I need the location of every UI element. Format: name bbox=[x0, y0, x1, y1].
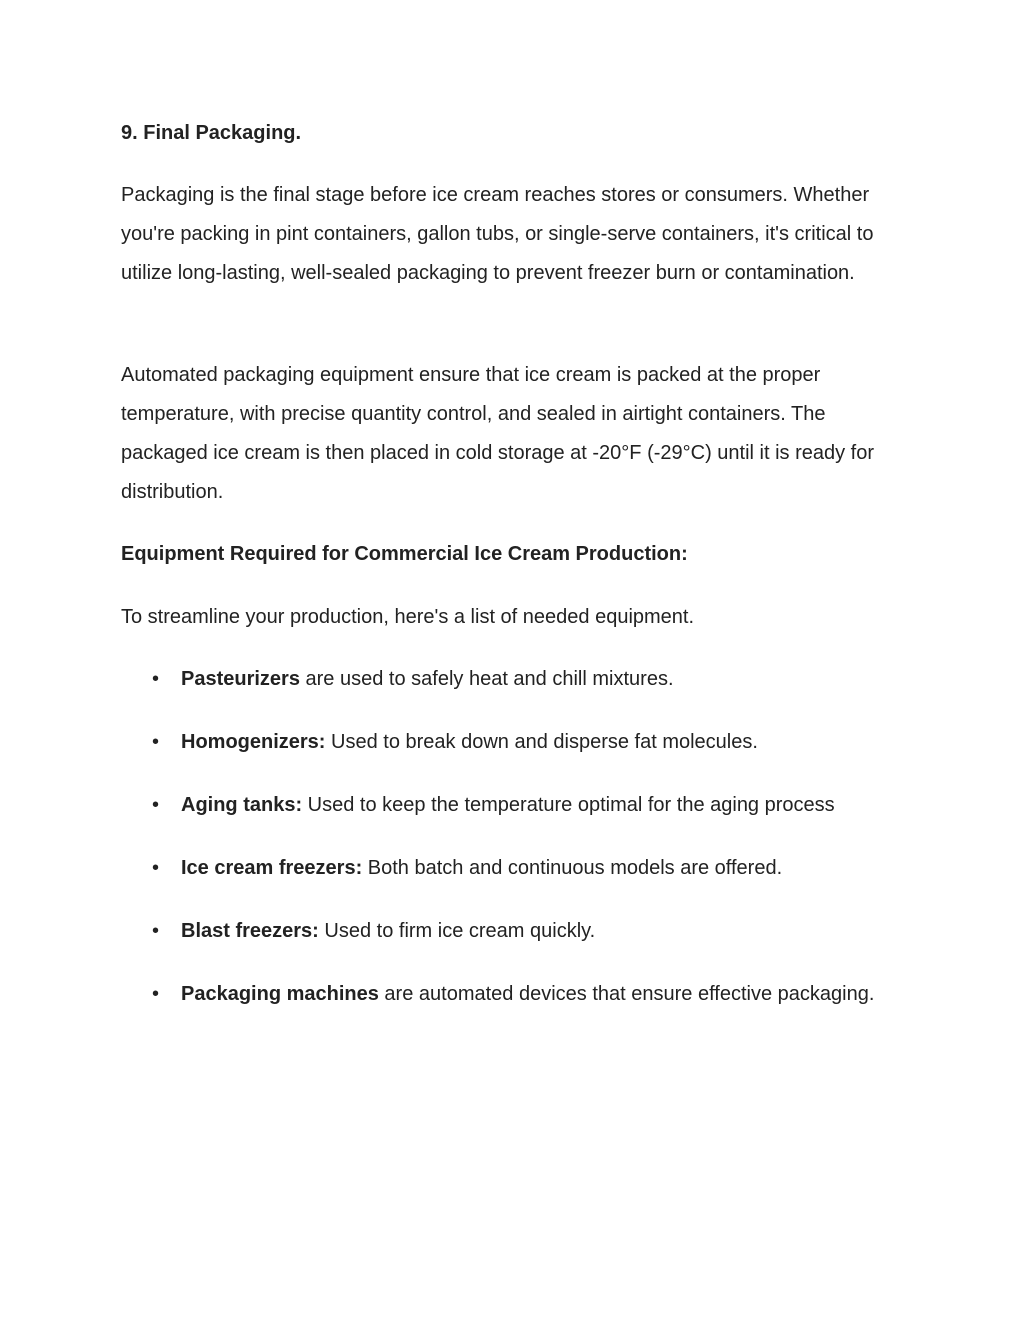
list-item bbox=[121, 660, 901, 699]
list-item-text: are automated devices that ensure effective packaging. bbox=[378, 983, 875, 1005]
paragraph-packaging-overview: Packaging is the final stage before ice cream reaches stores or consumers. Whether you're packing in pint containers, gallon tubs, or single-serve containers, it's critical to utilize long-lasting, well-sealed packaging to prevent freezer burn or contamination. bbox=[121, 184, 874, 284]
list-item-text: Both batch and continuous models are offered. bbox=[362, 857, 783, 879]
bullet-icon: • bbox=[152, 668, 160, 690]
bullet-icon: • bbox=[152, 983, 160, 1005]
section-heading-equipment: Equipment Required for Commercial Ice Cream Production: bbox=[121, 543, 688, 565]
list-item-text: Used to break down and disperse fat molecules. bbox=[325, 731, 758, 753]
equipment-list bbox=[121, 660, 901, 1038]
paragraph-equipment-intro: To streamline your production, here's a list of needed equipment. bbox=[121, 606, 695, 628]
bullet-icon: • bbox=[152, 857, 160, 879]
list-item bbox=[121, 786, 901, 825]
list-item-term: Ice cream freezers: bbox=[181, 857, 363, 879]
bullet-icon: • bbox=[152, 920, 160, 942]
section-heading-final-packaging: 9. Final Packaging. bbox=[121, 122, 302, 144]
list-item bbox=[121, 975, 901, 1014]
list-item-text: Used to firm ice cream quickly. bbox=[318, 920, 596, 942]
list-item bbox=[121, 849, 901, 888]
list-item bbox=[121, 912, 901, 951]
list-item-term: Pasteurizers bbox=[181, 668, 300, 690]
list-item-term: Homogenizers: bbox=[181, 731, 326, 753]
paragraph-automated-packaging: Automated packaging equipment ensure that ice cream is packed at the proper temperature, with precise quantity control, and sealed in airtight containers. The packaged ice cream is then placed in cold storage at -20°F (-29°C) until it is ready for distribution. bbox=[121, 364, 875, 503]
list-item-text: Used to keep the temperature optimal for the aging process bbox=[302, 794, 835, 816]
list-item bbox=[121, 723, 901, 762]
bullet-icon: • bbox=[152, 794, 160, 816]
bullet-icon: • bbox=[152, 731, 160, 753]
list-item-term: Aging tanks: bbox=[181, 794, 303, 816]
list-item-term: Blast freezers: bbox=[181, 920, 319, 942]
list-item-term: Packaging machines bbox=[181, 983, 379, 1005]
list-item-text: are used to safely heat and chill mixtures. bbox=[299, 668, 674, 690]
